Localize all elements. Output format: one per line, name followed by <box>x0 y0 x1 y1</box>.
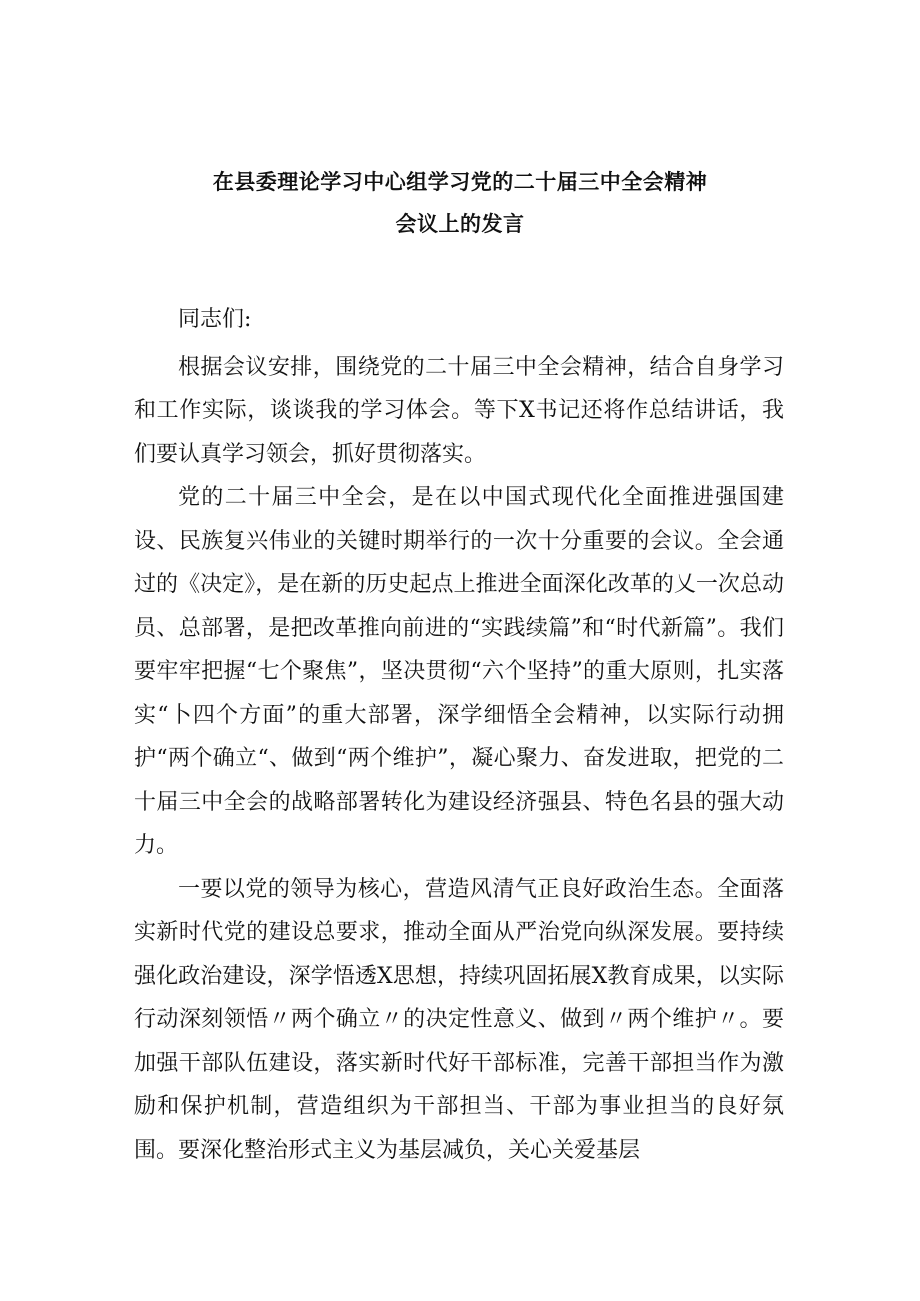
document-title-line-2: 会议上的发言 <box>395 212 525 236</box>
paragraph-party-leadership: 一要以党的领导为核心，营造风清气正良好政治生态。全面落实新时代党的建设总要求，推动全面从严治党向纵深发展。要持续强化政治建设，深学悟透X思想，持续巩固拓展X教育成果，以实际行动深刻领悟〃两个确立〃的决定性意义、做到〃两个维护〃。要加强干部队伍建设，落实新时代好干部标准，完善干部担当作为激励和保护机制，营造组织为干部担当、干部为事业担当的良好氛围。要深化整治形式主义为基层减负，关心关爱基层 <box>134 876 784 1163</box>
document-title-line-1: 在县委理论学习中心组学习党的二十届三中全会精神 <box>212 170 708 194</box>
paragraph-intro: 根据会议安排，围绕党的二十届三中全会精神，结合自身学习和工作实际，谈谈我的学习体会。等下X书记还将作总结讲话，我们要认真学习领会，抓好贯彻落实。 <box>134 354 784 467</box>
document-body <box>134 298 784 1172</box>
paragraph-plenum-significance: 党的二十届三中全会，是在以中国式现代化全面推进强国建设、民族复兴伟业的关键时期举行的一次十分重要的会议。全会通过的《决定》，是在新的历史起点上推进全面深化改革的乂一次总动员、总部署，是把改革推向前进的“实践续篇”和“时代新篇”。我们要牢牢把握“七个聚焦”，坚决贯彻“六个坚持”的重大原则，扎实落实“卜四个方面”的重大部署，深学细悟全会精神，以实际行动拥护“两个确立“、做到“两个维护”，凝心聚力、奋发进取，把党的二十届三中全会的战略部署转化为建设经济强县、特色名县的强大动力。 <box>134 485 784 858</box>
salutation: 同志们: <box>178 307 252 332</box>
